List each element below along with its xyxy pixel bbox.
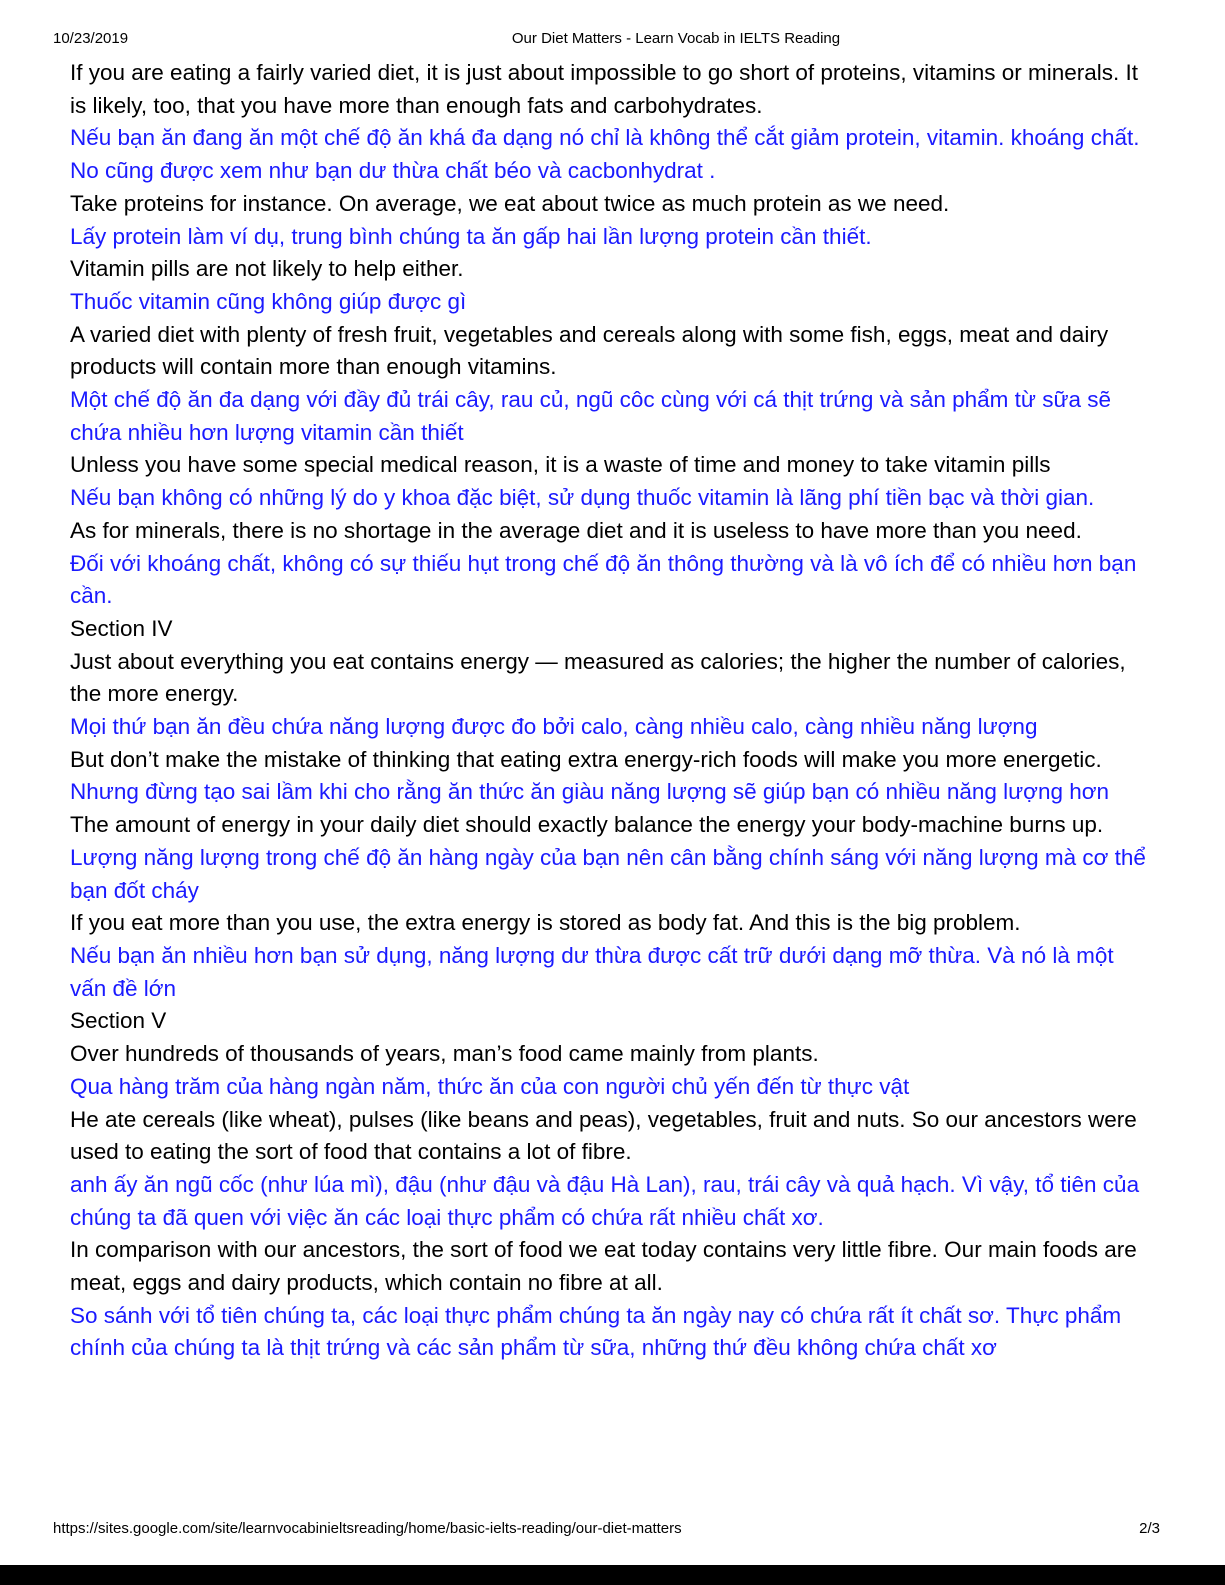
page-number: 2/3	[1139, 1520, 1160, 1537]
vietnamese-translation: Nhưng đừng tạo sai lầm khi cho rằng ăn thức ăn giàu năng lượng sẽ giúp bạn có nhiều năng lượng hơn	[70, 779, 1109, 805]
english-paragraph: As for minerals, there is no shortage in the average diet and it is useless to have more than you need.	[70, 517, 1082, 543]
document-body	[70, 57, 1155, 1365]
english-paragraph: Over hundreds of thousands of years, man’s food came mainly from plants.	[70, 1041, 819, 1067]
source-url: https://sites.google.com/site/learnvocabinieltsreading/home/basic-ielts-reading/our-diet-matters	[53, 1520, 682, 1537]
vietnamese-translation: anh ấy ăn ngũ cốc (như lúa mì), đậu (như đậu và đậu Hà Lan), rau, trái cây và quả hạch. Vì vậy, tổ tiên của chúng ta đã quen với việc ăn các loại thực phẩm có chứa rất nhiều chất xơ.	[70, 1171, 1140, 1230]
vietnamese-translation: Nếu bạn ăn nhiều hơn bạn sử dụng, năng lượng dư thừa được cất trữ dưới dạng mỡ thừa. Và nó là một vấn đề lớn	[70, 942, 1114, 1001]
english-paragraph: Vitamin pills are not likely to help either.	[70, 256, 464, 282]
english-paragraph: If you are eating a fairly varied diet, it is just about impossible to go short of proteins, vitamins or minerals. It is likely, too, that you have more than enough fats and carbohydrates.	[70, 60, 1138, 118]
english-paragraph: In comparison with our ancestors, the sort of food we eat today contains very little fibre. Our main foods are meat, eggs and dairy products, which contain no fibre at all.	[70, 1237, 1137, 1296]
vietnamese-translation: Một chế độ ăn đa dạng với đầy đủ trái cây, rau củ, ngũ côc cùng với cá thịt trứng và sản phẩm từ sữa sẽ chứa nhiều hơn lượng vitamin cần thiết	[70, 387, 1112, 445]
print-date: 10/23/2019	[53, 30, 129, 47]
vietnamese-translation: Nếu bạn không có những lý do y khoa đặc biệt, sử dụng thuốc vitamin là lãng phí tiền bạc và thời gian.	[70, 485, 1095, 511]
english-paragraph: The amount of energy in your daily diet should exactly balance the energy your body-machine burns up.	[70, 812, 1104, 838]
english-paragraph: But don’t make the mistake of thinking that eating extra energy-rich foods will make you more energetic.	[70, 746, 1102, 772]
bottom-edge-bar	[0, 1565, 1225, 1585]
english-paragraph: Section V	[70, 1008, 167, 1034]
vietnamese-translation: Lấy protein làm ví dụ, trung bình chúng ta ăn gấp hai lần lượng protein cần thiết.	[70, 223, 872, 249]
english-paragraph: Take proteins for instance. On average, we eat about twice as much protein as we need.	[70, 190, 950, 216]
english-paragraph: If you eat more than you use, the extra energy is stored as body fat. And this is the big problem.	[70, 910, 1021, 936]
vietnamese-translation: Lượng năng lượng trong chế độ ăn hàng ngày của bạn nên cân bằng chính sáng với năng lượng mà cơ thể bạn đốt cháy	[70, 844, 1146, 903]
vietnamese-translation: Đối với khoáng chất, không có sự thiếu hụt trong chế độ ăn thông thường và là vô ích để có nhiều hơn bạn cần.	[70, 550, 1137, 609]
english-paragraph: Just about everything you eat contains energy — measured as calories; the higher the number of calories, the more energy.	[70, 648, 1126, 707]
page-title: Our Diet Matters - Learn Vocab in IELTS Reading	[511, 30, 841, 47]
vietnamese-translation: Thuốc vitamin cũng không giúp được gì	[70, 288, 467, 314]
vietnamese-translation: So sánh với tổ tiên chúng ta, các loại thực phẩm chúng ta ăn ngày nay có chứa rất ít chất sơ. Thực phẩm chính của chúng ta là thịt trứng và các sản phẩm từ sữa, những thứ đều không chứa chất xơ	[70, 1302, 1122, 1361]
vietnamese-translation: Mọi thứ bạn ăn đều chứa năng lượng được đo bởi calo, càng nhiều calo, càng nhiều năng lượng	[70, 714, 1038, 740]
english-paragraph: A varied diet with plenty of fresh fruit, vegetables and cereals along with some fish, eggs, meat and dairy products will contain more than enough vitamins.	[70, 321, 1109, 380]
vietnamese-translation: Nếu bạn ăn đang ăn một chế độ ăn khá đa dạng nó chỉ là không thể cắt giảm protein, vitamin. khoáng chất. No cũng được xem như bạn dư thừa chất béo và cacbonhydrat .	[70, 125, 1140, 184]
english-paragraph: Section IV	[70, 615, 173, 641]
english-paragraph: Unless you have some special medical reason, it is a waste of time and money to take vitamin pills	[70, 452, 1051, 478]
vietnamese-translation: Qua hàng trăm của hàng ngàn năm, thức ăn của con người chủ yến đến từ thực vật	[70, 1073, 910, 1099]
english-paragraph: He ate cereals (like wheat), pulses (like beans and peas), vegetables, fruit and nuts. So our ancestors were used to eating the sort of food that contains a lot of fibre.	[70, 1106, 1137, 1165]
